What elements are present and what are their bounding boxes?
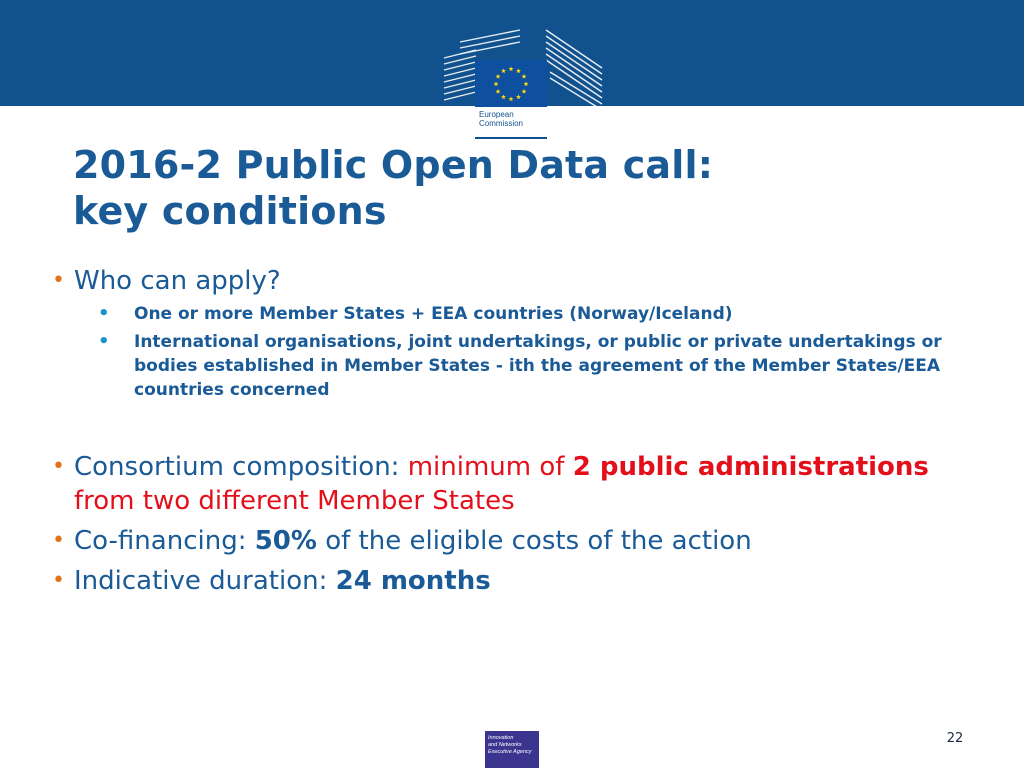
eu-stars-icon bbox=[475, 60, 547, 108]
inea-line-1: Innovation bbox=[488, 735, 514, 741]
slide-title bbox=[73, 142, 953, 234]
bullet-duration bbox=[52, 564, 982, 598]
consortium-label: Consortium composition: bbox=[74, 452, 408, 482]
bullet-dot-icon: • bbox=[52, 454, 65, 479]
slide-content bbox=[52, 264, 982, 598]
eu-star-icon bbox=[496, 74, 501, 79]
duration-label: Indicative duration: bbox=[74, 566, 336, 596]
sub-bullet-text: One or more Member States + EEA countries (Norway/Iceland) bbox=[134, 304, 733, 324]
title-line-1: 2016-2 Public Open Data call: bbox=[73, 143, 714, 187]
european-commission-logo bbox=[440, 28, 606, 141]
bullet-dot-icon: • bbox=[52, 528, 65, 553]
consortium-public-admins: 2 public administrations bbox=[572, 452, 929, 482]
logo-line-2: Commission bbox=[479, 119, 524, 128]
consortium-member-states: from two different Member States bbox=[74, 486, 515, 516]
who-sub-list bbox=[52, 302, 982, 402]
bullet-cofinancing bbox=[52, 524, 982, 558]
eu-star-icon bbox=[496, 89, 501, 94]
eu-star-icon bbox=[509, 66, 514, 71]
cofinancing-rest: of the eligible costs of the action bbox=[316, 526, 752, 556]
logo-line-1: European bbox=[479, 110, 514, 119]
sub-bullet-member-states bbox=[52, 302, 964, 326]
eu-star-icon bbox=[524, 81, 529, 86]
inea-line-3: Executive Agency bbox=[488, 749, 532, 755]
sub-bullet-dot-icon: • bbox=[98, 303, 110, 324]
inea-logo bbox=[485, 731, 539, 768]
title-line-2: key conditions bbox=[73, 189, 387, 233]
inea-line-2: and Networks bbox=[488, 742, 522, 748]
eu-star-icon bbox=[522, 74, 527, 79]
cofinancing-label: Co-financing: bbox=[74, 526, 255, 556]
cofinancing-value: 50% bbox=[254, 526, 317, 556]
bullet-dot-icon: • bbox=[52, 268, 65, 293]
sub-bullet-international-orgs bbox=[52, 330, 964, 402]
page-number: 22 bbox=[946, 731, 964, 746]
eu-star-icon bbox=[509, 96, 514, 101]
consortium-minimum: minimum of bbox=[407, 452, 573, 482]
bullet-consortium bbox=[52, 450, 982, 518]
eu-star-icon bbox=[522, 89, 527, 94]
bullet-dot-icon: • bbox=[52, 568, 65, 593]
eu-star-icon bbox=[501, 68, 506, 73]
eu-star-icon bbox=[501, 94, 506, 99]
eu-star-icon bbox=[516, 68, 521, 73]
sub-bullet-text: International organisations, joint undertakings, or public or private undertakings or bodies established in Member States - ith the agreement of the Member States/EEA countries concerned bbox=[134, 332, 942, 400]
logo-label bbox=[475, 107, 547, 139]
eu-star-icon bbox=[494, 81, 499, 86]
bullet-who-label: Who can apply? bbox=[74, 266, 281, 296]
bullet-who-can-apply bbox=[52, 264, 982, 298]
sub-bullet-dot-icon: • bbox=[98, 331, 110, 352]
eu-star-icon bbox=[516, 94, 521, 99]
duration-value: 24 months bbox=[335, 566, 491, 596]
